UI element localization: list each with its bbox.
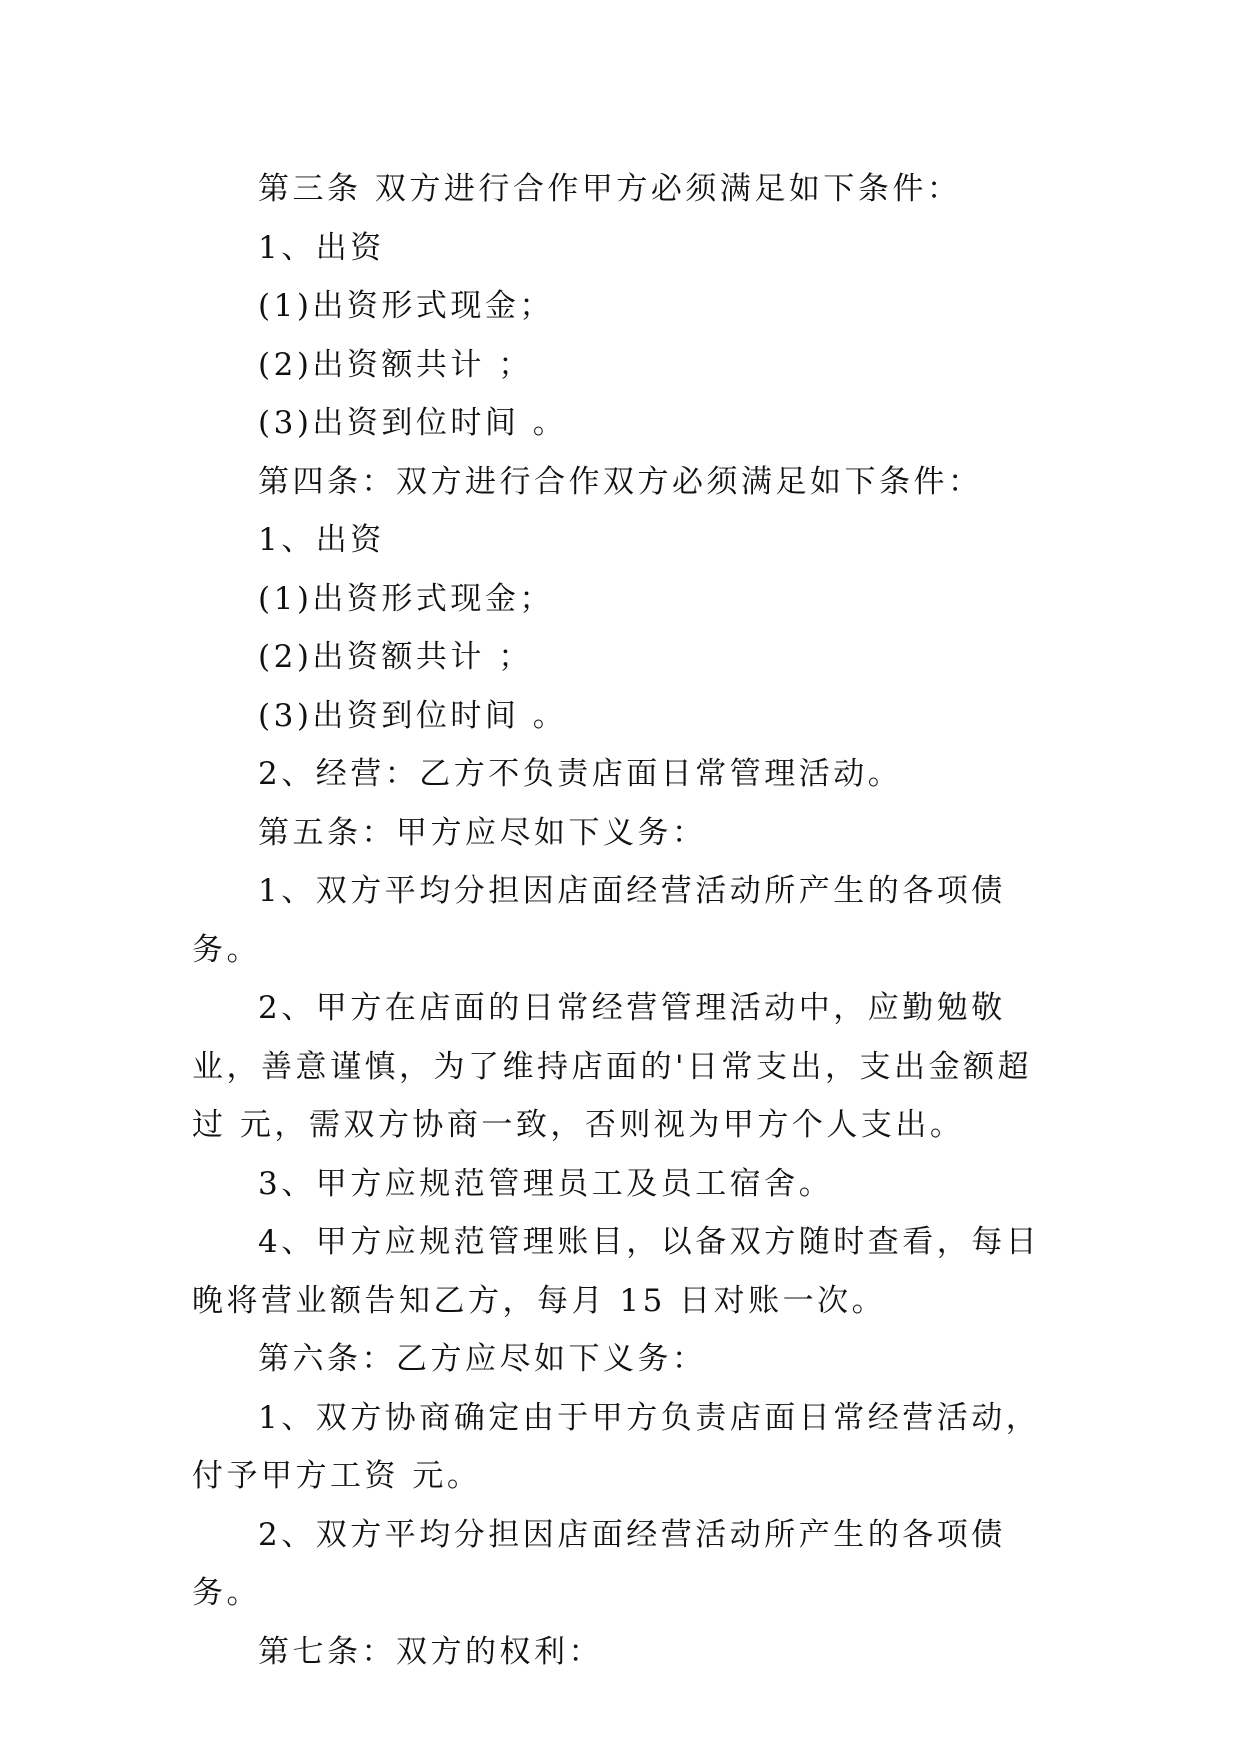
article-5-item-3: 3、甲方应规范管理员工及员工宿舍。 [258, 1165, 834, 1202]
article-3-heading: 第三条 双方进行合作甲方必须满足如下条件： [258, 171, 962, 207]
article-4-item-2: 2、经营：乙方不负责店面日常管理活动。 [258, 756, 903, 792]
article-6-item-2: 2、双方平均分担因店面经营活动所产生的各项债务。 [192, 1516, 1006, 1611]
article-4-item-1-sub-2: (2)出资额共计 ； [258, 639, 533, 675]
article-3-item-1-sub-3: (3)出资到位时间 。 [258, 405, 568, 441]
article-6-heading: 第六条：乙方应尽如下义务： [258, 1341, 707, 1377]
article-6-item-1: 1、双方协商确定由于甲方负责店面日常经营活动，付予甲方工资 元。 [192, 1399, 1041, 1494]
article-4-item-1: 1、出资 [258, 522, 385, 558]
article-7-heading: 第七条：双方的权利： [258, 1633, 603, 1670]
article-3-item-1-sub-1: (1)出资形式现金； [258, 288, 554, 324]
article-4-item-1-sub-1: (1)出资形式现金； [258, 580, 554, 617]
article-5-item-2: 2、甲方在店面的日常经营管理活动中，应勤勉敬业，善意谨慎，为了维持店面的'日常支出，支出金额超过 元，需双方协商一致，否则视为甲方个人支出。 [192, 990, 1033, 1143]
article-4-item-1-sub-3: (3)出资到位时间 。 [258, 697, 568, 734]
article-5-heading: 第五条：甲方应尽如下义务： [258, 814, 707, 851]
article-3-item-1-sub-2: (2)出资额共计 ； [258, 346, 533, 383]
article-5-item-1: 1、双方平均分担因店面经营活动所产生的各项债务。 [192, 873, 1006, 968]
article-5-item-4: 4、甲方应规范管理账目，以备双方随时查看，每日晚将营业额告知乙方，每月 15 日对账一次。 [192, 1224, 1041, 1319]
article-3-item-1: 1、出资 [258, 229, 385, 266]
article-4-heading: 第四条：双方进行合作双方必须满足如下条件： [258, 463, 983, 500]
document-body [192, 160, 1062, 1681]
